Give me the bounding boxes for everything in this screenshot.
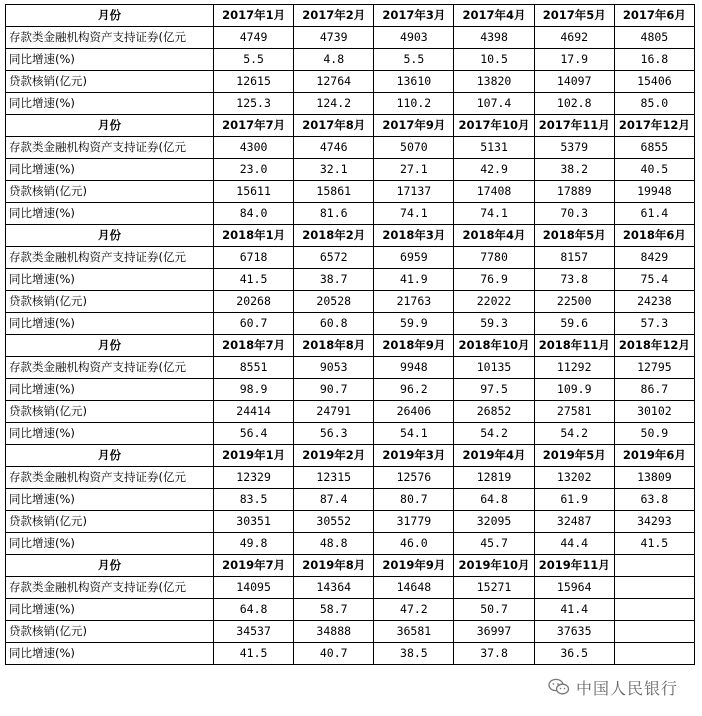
table-cell: 5379 bbox=[534, 137, 614, 159]
table-cell: 5.5 bbox=[214, 49, 294, 71]
table-cell: 11292 bbox=[534, 357, 614, 379]
table-cell: 54.2 bbox=[534, 423, 614, 445]
month-header-cell: 2018年5月 bbox=[534, 225, 614, 247]
table-cell bbox=[614, 643, 694, 665]
table-cell: 60.7 bbox=[214, 313, 294, 335]
row-label: 存款类金融机构资产支持证券(亿元 bbox=[6, 577, 214, 599]
table-cell: 50.7 bbox=[454, 599, 534, 621]
table-cell: 4749 bbox=[214, 27, 294, 49]
watermark bbox=[548, 674, 678, 700]
table-cell: 12615 bbox=[214, 71, 294, 93]
row-label: 同比增速(%) bbox=[6, 643, 214, 665]
loan-yoy-row bbox=[6, 423, 695, 445]
month-header-cell: 2018年3月 bbox=[374, 225, 454, 247]
loan-yoy-row bbox=[6, 643, 695, 665]
table-cell: 8157 bbox=[534, 247, 614, 269]
table-cell bbox=[614, 621, 694, 643]
abs-row bbox=[6, 467, 695, 489]
header-row bbox=[6, 225, 695, 247]
table-cell: 38.7 bbox=[294, 269, 374, 291]
table-cell: 56.3 bbox=[294, 423, 374, 445]
table-cell: 54.2 bbox=[454, 423, 534, 445]
table-cell: 54.1 bbox=[374, 423, 454, 445]
table-cell: 41.9 bbox=[374, 269, 454, 291]
table-cell: 59.6 bbox=[534, 313, 614, 335]
table-cell: 58.7 bbox=[294, 599, 374, 621]
table-cell: 7780 bbox=[454, 247, 534, 269]
table-cell: 109.9 bbox=[534, 379, 614, 401]
row-label: 贷款核销(亿元) bbox=[6, 181, 214, 203]
table-cell: 81.6 bbox=[294, 203, 374, 225]
table-cell: 4.8 bbox=[294, 49, 374, 71]
row-label: 贷款核销(亿元) bbox=[6, 621, 214, 643]
table-cell: 12329 bbox=[214, 467, 294, 489]
data-table bbox=[5, 4, 695, 665]
table-cell: 32095 bbox=[454, 511, 534, 533]
row-label: 同比增速(%) bbox=[6, 423, 214, 445]
table-cell: 40.7 bbox=[294, 643, 374, 665]
abs-yoy-row bbox=[6, 159, 695, 181]
row-label: 同比增速(%) bbox=[6, 93, 214, 115]
table-cell: 10135 bbox=[454, 357, 534, 379]
abs-row bbox=[6, 577, 695, 599]
month-header-cell: 2019年10月 bbox=[454, 555, 534, 577]
table-cell: 61.4 bbox=[614, 203, 694, 225]
row-label: 同比增速(%) bbox=[6, 533, 214, 555]
table-cell: 90.7 bbox=[294, 379, 374, 401]
abs-yoy-row bbox=[6, 599, 695, 621]
loan-row bbox=[6, 71, 695, 93]
table-cell: 6572 bbox=[294, 247, 374, 269]
table-cell: 4692 bbox=[534, 27, 614, 49]
table-cell: 41.5 bbox=[614, 533, 694, 555]
watermark-text: 中国人民银行 bbox=[576, 678, 679, 698]
table-cell: 34888 bbox=[294, 621, 374, 643]
table-cell: 12764 bbox=[294, 71, 374, 93]
table-cell: 14095 bbox=[214, 577, 294, 599]
table-cell: 48.8 bbox=[294, 533, 374, 555]
month-header-cell: 2018年9月 bbox=[374, 335, 454, 357]
table-cell: 36997 bbox=[454, 621, 534, 643]
month-header-cell: 2019年5月 bbox=[534, 445, 614, 467]
row-label: 同比增速(%) bbox=[6, 313, 214, 335]
table-cell: 20268 bbox=[214, 291, 294, 313]
month-header-cell: 2019年7月 bbox=[214, 555, 294, 577]
header-row bbox=[6, 555, 695, 577]
month-header-label: 月份 bbox=[6, 335, 214, 357]
row-label: 贷款核销(亿元) bbox=[6, 71, 214, 93]
table-cell: 13820 bbox=[454, 71, 534, 93]
table-cell: 87.4 bbox=[294, 489, 374, 511]
loan-row bbox=[6, 181, 695, 203]
month-header-cell: 2017年10月 bbox=[454, 115, 534, 137]
table-cell: 32487 bbox=[534, 511, 614, 533]
table-cell: 41.5 bbox=[214, 643, 294, 665]
month-header-cell: 2019年1月 bbox=[214, 445, 294, 467]
abs-row bbox=[6, 247, 695, 269]
table-cell: 4805 bbox=[614, 27, 694, 49]
month-header-cell: 2017年4月 bbox=[454, 5, 534, 27]
table-cell: 10.5 bbox=[454, 49, 534, 71]
table-cell: 98.9 bbox=[214, 379, 294, 401]
table-cell: 42.9 bbox=[454, 159, 534, 181]
table-cell: 17408 bbox=[454, 181, 534, 203]
table-cell: 26406 bbox=[374, 401, 454, 423]
table-cell: 26852 bbox=[454, 401, 534, 423]
month-header-cell: 2019年4月 bbox=[454, 445, 534, 467]
table-cell: 107.4 bbox=[454, 93, 534, 115]
table-cell: 20528 bbox=[294, 291, 374, 313]
month-header-cell: 2017年3月 bbox=[374, 5, 454, 27]
table-cell: 31779 bbox=[374, 511, 454, 533]
table-cell: 27581 bbox=[534, 401, 614, 423]
table-cell: 30552 bbox=[294, 511, 374, 533]
row-label: 同比增速(%) bbox=[6, 159, 214, 181]
table-cell: 5070 bbox=[374, 137, 454, 159]
row-label: 贷款核销(亿元) bbox=[6, 291, 214, 313]
month-header-cell: 2019年3月 bbox=[374, 445, 454, 467]
table-cell: 8551 bbox=[214, 357, 294, 379]
header-row bbox=[6, 115, 695, 137]
table-cell: 17.9 bbox=[534, 49, 614, 71]
table-cell: 6855 bbox=[614, 137, 694, 159]
table-cell: 14364 bbox=[294, 577, 374, 599]
abs-row bbox=[6, 137, 695, 159]
table-cell: 38.2 bbox=[534, 159, 614, 181]
table-cell: 13202 bbox=[534, 467, 614, 489]
abs-yoy-row bbox=[6, 49, 695, 71]
table-cell: 6959 bbox=[374, 247, 454, 269]
table-cell: 12315 bbox=[294, 467, 374, 489]
table-cell: 64.8 bbox=[214, 599, 294, 621]
table-cell: 124.2 bbox=[294, 93, 374, 115]
row-label: 贷款核销(亿元) bbox=[6, 401, 214, 423]
table-cell: 76.9 bbox=[454, 269, 534, 291]
table-cell: 50.9 bbox=[614, 423, 694, 445]
table-cell: 15861 bbox=[294, 181, 374, 203]
table-cell: 73.8 bbox=[534, 269, 614, 291]
table-cell: 15964 bbox=[534, 577, 614, 599]
loan-yoy-row bbox=[6, 533, 695, 555]
row-label: 同比增速(%) bbox=[6, 49, 214, 71]
table-cell: 64.8 bbox=[454, 489, 534, 511]
month-header-cell: 2019年2月 bbox=[294, 445, 374, 467]
table-cell bbox=[614, 599, 694, 621]
month-header-cell: 2018年12月 bbox=[614, 335, 694, 357]
month-header-label: 月份 bbox=[6, 555, 214, 577]
table-cell: 4746 bbox=[294, 137, 374, 159]
month-header-cell: 2019年11月 bbox=[534, 555, 614, 577]
header-row bbox=[6, 445, 695, 467]
table-cell: 59.9 bbox=[374, 313, 454, 335]
row-label: 存款类金融机构资产支持证券(亿元 bbox=[6, 137, 214, 159]
row-label: 同比增速(%) bbox=[6, 269, 214, 291]
table-cell: 4739 bbox=[294, 27, 374, 49]
table-cell: 60.8 bbox=[294, 313, 374, 335]
loan-row bbox=[6, 291, 695, 313]
table-cell: 37635 bbox=[534, 621, 614, 643]
table-cell: 34537 bbox=[214, 621, 294, 643]
table-cell: 57.3 bbox=[614, 313, 694, 335]
month-header-cell: 2017年5月 bbox=[534, 5, 614, 27]
table-cell: 14648 bbox=[374, 577, 454, 599]
table-cell: 12819 bbox=[454, 467, 534, 489]
month-header-cell: 2018年4月 bbox=[454, 225, 534, 247]
month-header-cell: 2018年1月 bbox=[214, 225, 294, 247]
loan-yoy-row bbox=[6, 313, 695, 335]
table-cell: 22500 bbox=[534, 291, 614, 313]
header-row bbox=[6, 5, 695, 27]
table-cell: 96.2 bbox=[374, 379, 454, 401]
table-cell: 30351 bbox=[214, 511, 294, 533]
table-cell: 41.4 bbox=[534, 599, 614, 621]
row-label: 同比增速(%) bbox=[6, 489, 214, 511]
row-label: 同比增速(%) bbox=[6, 379, 214, 401]
month-header-label: 月份 bbox=[6, 115, 214, 137]
table-cell: 63.8 bbox=[614, 489, 694, 511]
table-cell: 86.7 bbox=[614, 379, 694, 401]
table-cell: 13809 bbox=[614, 467, 694, 489]
table-cell: 74.1 bbox=[374, 203, 454, 225]
table-cell bbox=[614, 577, 694, 599]
table-cell: 27.1 bbox=[374, 159, 454, 181]
table-cell: 110.2 bbox=[374, 93, 454, 115]
table-cell: 97.5 bbox=[454, 379, 534, 401]
table-cell: 9053 bbox=[294, 357, 374, 379]
month-header-cell: 2017年1月 bbox=[214, 5, 294, 27]
table-cell: 12576 bbox=[374, 467, 454, 489]
table-cell: 74.1 bbox=[454, 203, 534, 225]
abs-row bbox=[6, 357, 695, 379]
table-cell: 14097 bbox=[534, 71, 614, 93]
table-cell: 47.2 bbox=[374, 599, 454, 621]
month-header-cell: 2018年6月 bbox=[614, 225, 694, 247]
month-header-cell: 2017年7月 bbox=[214, 115, 294, 137]
table-cell: 75.4 bbox=[614, 269, 694, 291]
table-cell: 5.5 bbox=[374, 49, 454, 71]
month-header-cell: 2018年10月 bbox=[454, 335, 534, 357]
month-header-cell: 2018年7月 bbox=[214, 335, 294, 357]
row-label: 同比增速(%) bbox=[6, 599, 214, 621]
month-header-label: 月份 bbox=[6, 225, 214, 247]
month-header-cell bbox=[614, 555, 694, 577]
table-cell: 36581 bbox=[374, 621, 454, 643]
table-cell: 23.0 bbox=[214, 159, 294, 181]
table-cell: 6718 bbox=[214, 247, 294, 269]
table-cell: 9948 bbox=[374, 357, 454, 379]
month-header-cell: 2018年11月 bbox=[534, 335, 614, 357]
loan-row bbox=[6, 401, 695, 423]
month-header-cell: 2018年8月 bbox=[294, 335, 374, 357]
abs-yoy-row bbox=[6, 379, 695, 401]
table-cell: 70.3 bbox=[534, 203, 614, 225]
table-cell: 40.5 bbox=[614, 159, 694, 181]
table-cell: 17889 bbox=[534, 181, 614, 203]
table-cell: 83.5 bbox=[214, 489, 294, 511]
month-header-cell: 2017年12月 bbox=[614, 115, 694, 137]
month-header-cell: 2019年8月 bbox=[294, 555, 374, 577]
table-cell: 16.8 bbox=[614, 49, 694, 71]
table-cell: 15406 bbox=[614, 71, 694, 93]
header-row bbox=[6, 335, 695, 357]
table-cell: 17137 bbox=[374, 181, 454, 203]
table-cell: 45.7 bbox=[454, 533, 534, 555]
abs-yoy-row bbox=[6, 269, 695, 291]
table-cell: 46.0 bbox=[374, 533, 454, 555]
month-header-cell: 2019年9月 bbox=[374, 555, 454, 577]
row-label: 同比增速(%) bbox=[6, 203, 214, 225]
table-cell: 59.3 bbox=[454, 313, 534, 335]
table-cell: 102.8 bbox=[534, 93, 614, 115]
table-cell: 125.3 bbox=[214, 93, 294, 115]
month-header-cell: 2017年11月 bbox=[534, 115, 614, 137]
table-cell: 36.5 bbox=[534, 643, 614, 665]
table-cell: 85.0 bbox=[614, 93, 694, 115]
table-cell: 4398 bbox=[454, 27, 534, 49]
table-cell: 12795 bbox=[614, 357, 694, 379]
table-cell: 4903 bbox=[374, 27, 454, 49]
table-cell: 84.0 bbox=[214, 203, 294, 225]
table-cell: 32.1 bbox=[294, 159, 374, 181]
table-cell: 44.4 bbox=[534, 533, 614, 555]
row-label: 存款类金融机构资产支持证券(亿元 bbox=[6, 467, 214, 489]
table-cell: 22022 bbox=[454, 291, 534, 313]
table-cell: 5131 bbox=[454, 137, 534, 159]
table-cell: 30102 bbox=[614, 401, 694, 423]
table-cell: 56.4 bbox=[214, 423, 294, 445]
row-label: 存款类金融机构资产支持证券(亿元 bbox=[6, 247, 214, 269]
abs-row bbox=[6, 27, 695, 49]
table-cell: 13610 bbox=[374, 71, 454, 93]
row-label: 存款类金融机构资产支持证券(亿元 bbox=[6, 357, 214, 379]
wechat-icon bbox=[548, 678, 570, 696]
loan-row bbox=[6, 511, 695, 533]
table-cell: 24414 bbox=[214, 401, 294, 423]
abs-yoy-row bbox=[6, 489, 695, 511]
month-header-cell: 2019年6月 bbox=[614, 445, 694, 467]
month-header-label: 月份 bbox=[6, 445, 214, 467]
table-cell: 61.9 bbox=[534, 489, 614, 511]
month-header-cell: 2018年2月 bbox=[294, 225, 374, 247]
table-cell: 24238 bbox=[614, 291, 694, 313]
table-cell: 41.5 bbox=[214, 269, 294, 291]
loan-yoy-row bbox=[6, 203, 695, 225]
table-cell: 15611 bbox=[214, 181, 294, 203]
table-cell: 4300 bbox=[214, 137, 294, 159]
table-cell: 21763 bbox=[374, 291, 454, 313]
month-header-label: 月份 bbox=[6, 5, 214, 27]
table-cell: 34293 bbox=[614, 511, 694, 533]
row-label: 贷款核销(亿元) bbox=[6, 511, 214, 533]
table-cell: 80.7 bbox=[374, 489, 454, 511]
month-header-cell: 2017年2月 bbox=[294, 5, 374, 27]
month-header-cell: 2017年8月 bbox=[294, 115, 374, 137]
loan-yoy-row bbox=[6, 93, 695, 115]
table-cell: 38.5 bbox=[374, 643, 454, 665]
table-cell: 37.8 bbox=[454, 643, 534, 665]
loan-row bbox=[6, 621, 695, 643]
table-cell: 8429 bbox=[614, 247, 694, 269]
table-cell: 15271 bbox=[454, 577, 534, 599]
table-cell: 24791 bbox=[294, 401, 374, 423]
row-label: 存款类金融机构资产支持证券(亿元 bbox=[6, 27, 214, 49]
month-header-cell: 2017年6月 bbox=[614, 5, 694, 27]
table-cell: 49.8 bbox=[214, 533, 294, 555]
month-header-cell: 2017年9月 bbox=[374, 115, 454, 137]
table-cell: 19948 bbox=[614, 181, 694, 203]
